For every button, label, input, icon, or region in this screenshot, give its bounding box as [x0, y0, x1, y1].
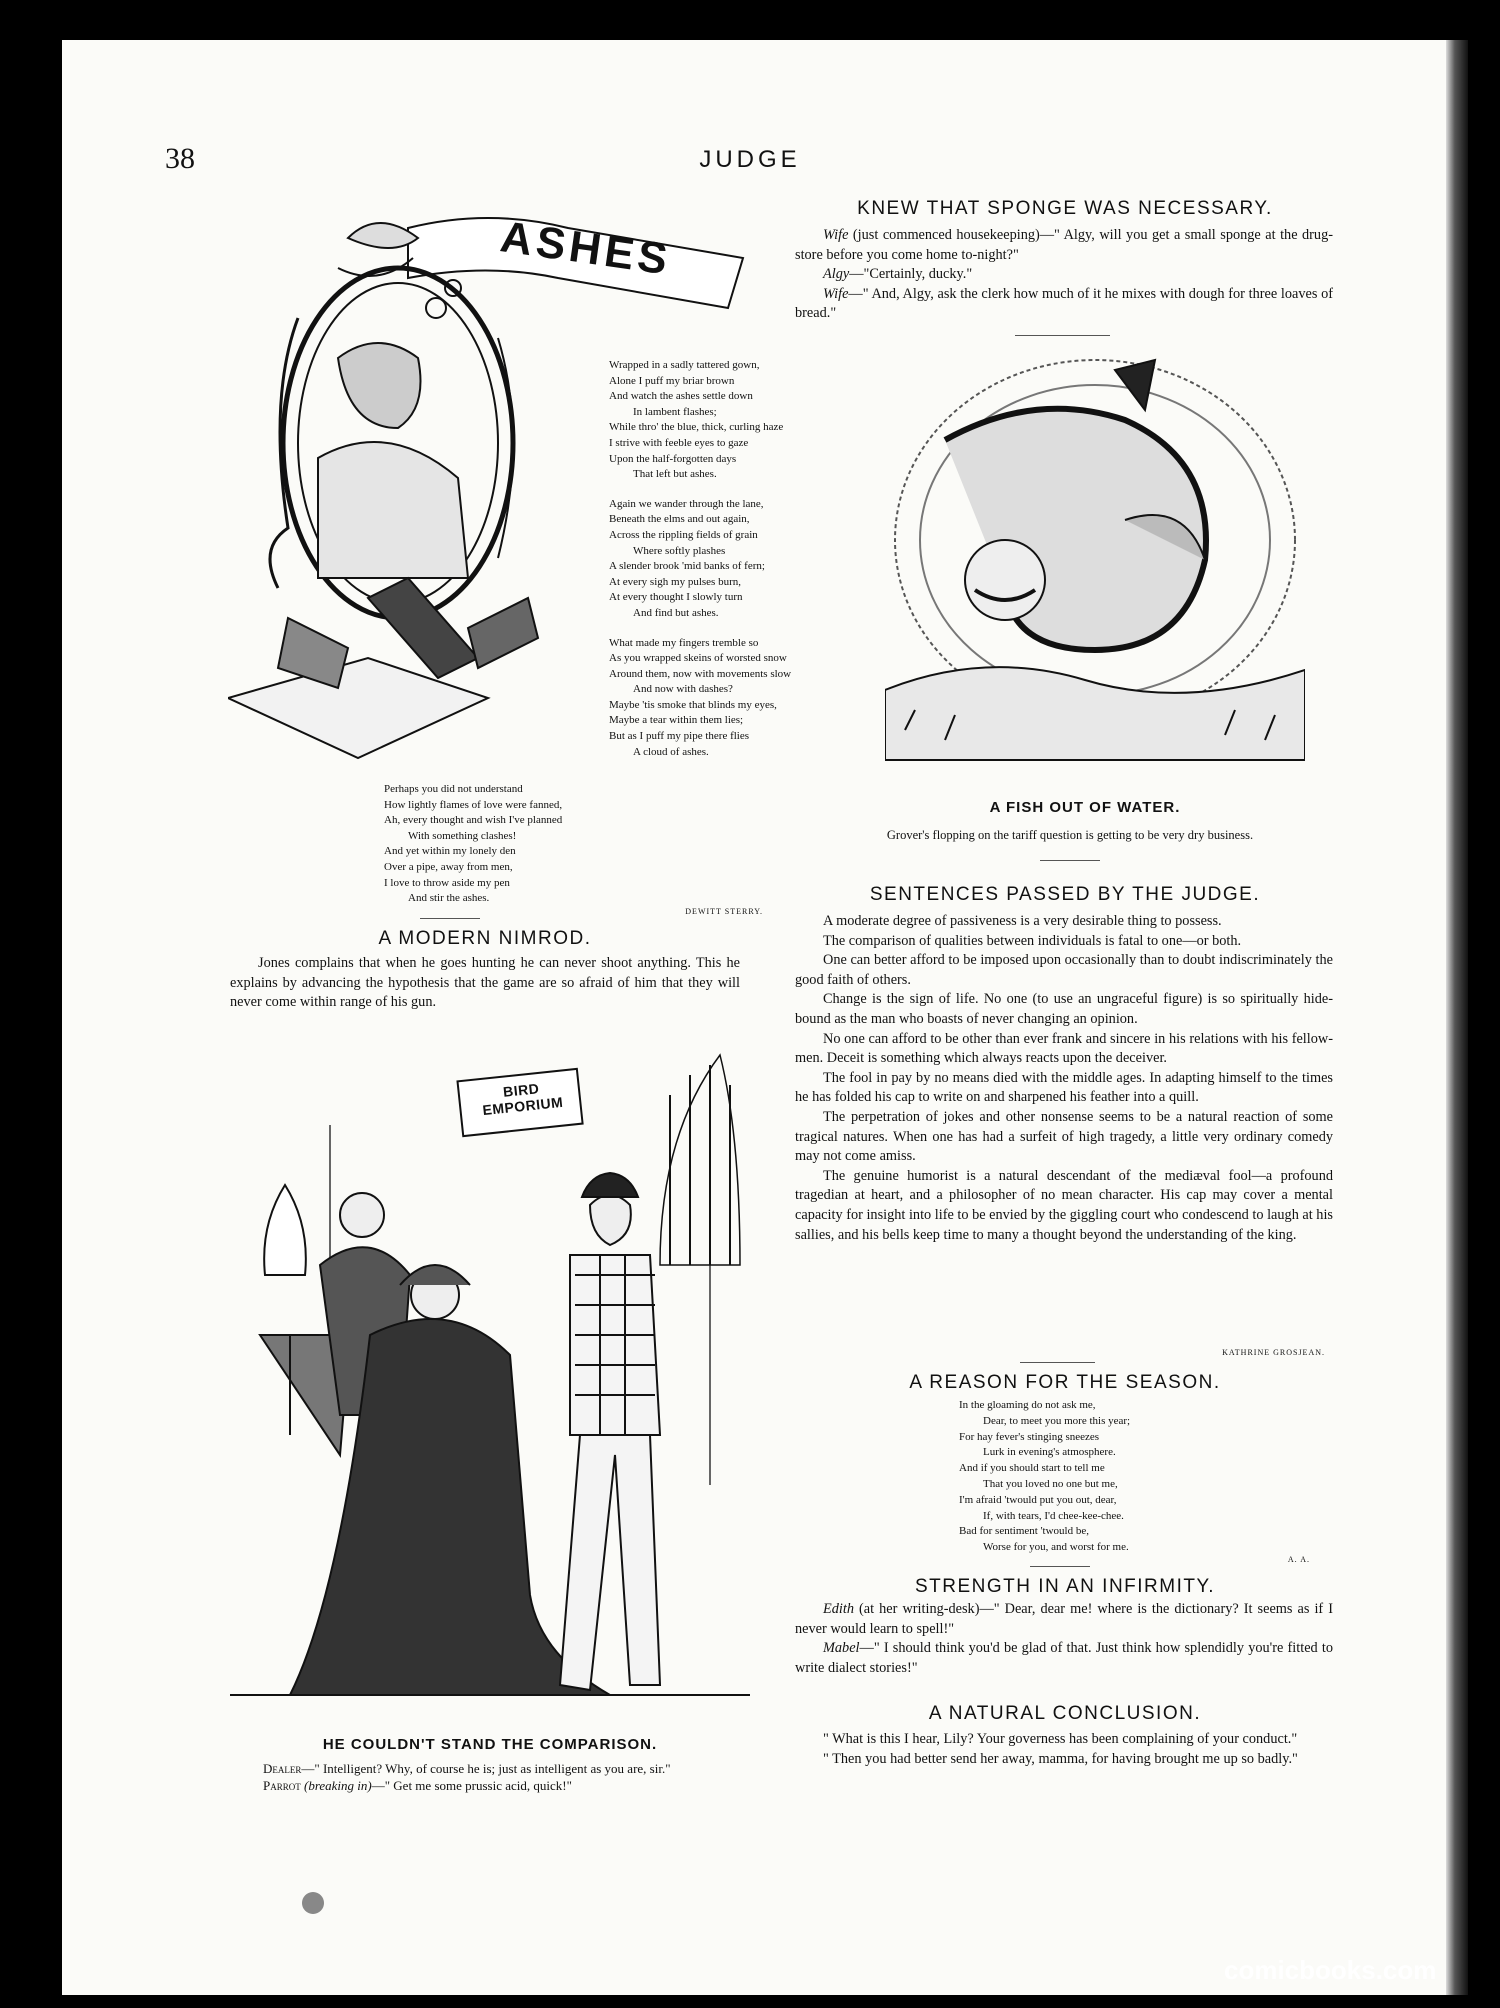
- bird-emporium-sign: BIRD EMPORIUM: [481, 1080, 564, 1119]
- poem-line: That left but ashes.: [633, 468, 717, 481]
- sentences-title: SENTENCES PASSED BY THE JUDGE.: [869, 884, 1261, 905]
- comparison-illustration: [230, 1035, 750, 1735]
- sentences-signature: KATHRINE GROSJEAN.: [1222, 1348, 1325, 1357]
- poem-line: And now with dashes?: [633, 683, 733, 696]
- poem-line: I strive with feeble eyes to gaze: [609, 436, 749, 449]
- infirmity-text: Edith (at her writing-desk)—" Dear, dear me! where is the dictionary? It seems as if I never would learn to spell!" Mabel—" I should think you'd be glad of that. Just think how splendidly you're fitted to write dialect stories!": [795, 1601, 1333, 1676]
- sponge-text: Wife (just commenced housekeeping)—" Algy, will you get a small sponge at the drug-store before you come home to-night?" Algy—"Certainly, ducky." Wife—" And, Algy, ask the clerk how much of it he mixes with dough for three loaves of bread.": [795, 227, 1333, 322]
- poem-line: While thro' the blue, thick, curling haze: [609, 421, 784, 434]
- divider: [1020, 1362, 1095, 1363]
- watermark-text: comicbooks.com: [1224, 1955, 1437, 1985]
- comparison-title: HE COULDN'T STAND THE COMPARISON.: [322, 1736, 658, 1753]
- poem-line: For hay fever's stinging sneezes: [959, 1430, 1100, 1443]
- poem-line: Dear, to meet you more this year;: [983, 1414, 1131, 1427]
- divider: [1030, 1566, 1090, 1567]
- poem-line: And find but ashes.: [633, 606, 719, 619]
- poem-line: Bad for sentiment 'twould be,: [959, 1525, 1089, 1538]
- poem-line: I'm afraid 'twould put you out, dear,: [959, 1493, 1117, 1506]
- sponge-title: KNEW THAT SPONGE WAS NECESSARY.: [857, 198, 1273, 219]
- fish-title: A FISH OUT OF WATER.: [989, 799, 1181, 816]
- fish-caption: Grover's flopping on the tariff question is getting to be very dry business.: [886, 828, 1254, 842]
- speaker: Wife: [823, 285, 849, 302]
- poem-line: Around them, now with movements slow: [609, 667, 792, 680]
- poem-line: In lambent flashes;: [633, 405, 717, 418]
- poem-line: That you loved no one but me,: [983, 1477, 1118, 1490]
- poem-line: Where softly plashes: [633, 544, 726, 557]
- poem-line: A cloud of ashes.: [633, 745, 709, 758]
- poem-line: Maybe a tear within them lies;: [609, 714, 744, 727]
- poem-line: And yet within my lonely den: [384, 845, 516, 858]
- poem-line: If, with tears, I'd chee-kee-chee.: [983, 1509, 1124, 1522]
- poem-line: Upon the half-forgotten days: [609, 452, 737, 465]
- poem-line: Worse for you, and worst for me.: [983, 1541, 1129, 1554]
- reason-poem: [959, 1398, 1239, 1556]
- conclusion-text: " What is this I hear, Lily? Your governess has been complaining of your conduct." " Then you had better send her away, mamma, for having brought me up so badly.": [823, 1731, 1298, 1767]
- conclusion-title: A NATURAL CONCLUSION.: [928, 1703, 1202, 1724]
- speaker: Dealer: [263, 1761, 302, 1776]
- poem-line: Beneath the elms and out again,: [609, 513, 750, 526]
- poem-line: I love to throw aside my pen: [384, 876, 510, 889]
- poem-line: And stir the ashes.: [408, 892, 490, 905]
- ashes-signature: DEWITT STERRY.: [685, 907, 763, 916]
- sentences-text: A moderate degree of passiveness is a very desirable thing to possess. The comparison of qualities between individuals is fatal to one—or both. One can better afford to be imposed upon occasionally than to doubt indiscriminately the good faith of others. Change is the sign of life. No one (to use an ungraceful figure) is so spiritually hide-bound as the man who boasts of never changing an opinion. No one can afford to be other than ever frank and sincere in his relations with his fellow-men. Deceit is something which always reacts upon the deceiver. The fool in pay by no means died with the middle ages. In adapting himself to the times he has folded his cap to write on and sharpened his feather into a quill. The perpetration of jokes and other nonsense seems to be a natural reaction of some tragical natures. When one has had a surfeit of high tragedy, a little very ordinary comedy may not come amiss. The genuine humorist is a natural descendant of the mediæval fool—a profound tragedian at heart, and a philosopher of no mean character. His cap may cover a mental capacity for insight into life to be envied by the giggling court who condescend to laugh at his sallies, and his bells keep time to many a thought beyond the understanding of the king.: [795, 913, 1333, 1243]
- speaker: Mabel: [823, 1640, 860, 1657]
- poem-line: With something clashes!: [408, 829, 517, 842]
- poem-line: Perhaps you did not understand: [384, 783, 523, 795]
- poem-line: Wrapped in a sadly tattered gown,: [609, 359, 760, 371]
- poem-line: But as I puff my pipe there flies: [609, 730, 750, 743]
- comparison-text: Dealer—" Intelligent? Why, of course he is; just as intelligent as you are, sir." Parrot (breaking in)—" Get me some prussic acid, quick!": [263, 1761, 671, 1793]
- poem-line: Lurk in evening's atmosphere.: [983, 1446, 1116, 1459]
- poem-line: Across the rippling fields of grain: [609, 528, 758, 541]
- speaker: Algy: [823, 266, 850, 283]
- reason-signature: A. A.: [1287, 1555, 1310, 1564]
- poem-line: How lightly flames of love were fanned,: [384, 798, 563, 811]
- fish-illustration: [885, 350, 1305, 780]
- book-spine: [1446, 40, 1468, 1995]
- speaker: Parrot: [263, 1778, 301, 1793]
- poem-line: Again we wander through the lane,: [609, 497, 764, 510]
- poem-line: Maybe 'tis smoke that blinds my eyes,: [609, 698, 777, 711]
- infirmity-title: STRENGTH IN AN INFIRMITY.: [914, 1576, 1215, 1597]
- poem-line: What made my fingers tremble so: [609, 636, 759, 649]
- masthead: JUDGE: [699, 146, 801, 173]
- ashes-poem-upper: [609, 358, 859, 760]
- page-number: 38: [165, 142, 195, 175]
- ink-blot: [302, 1892, 324, 1914]
- poem-line: And watch the ashes settle down: [609, 390, 753, 403]
- poem-line: Alone I puff my briar brown: [609, 374, 735, 387]
- poem-line: In the gloaming do not ask me,: [959, 1399, 1096, 1411]
- divider: [1015, 335, 1110, 336]
- ashes-poem-lower: [384, 782, 684, 907]
- poem-line: At every thought I slowly turn: [609, 591, 743, 604]
- poem-line: Over a pipe, away from men,: [384, 860, 513, 873]
- nimrod-title: A MODERN NIMROD.: [378, 928, 592, 949]
- nimrod-text: Jones complains that when he goes hunting he can never shoot anything. This he explains by advancing the hypothesis that the game are so afraid of him that they will never come within range of his gun.: [230, 955, 740, 1011]
- poem-line: At every sigh my pulses burn,: [609, 575, 741, 588]
- poem-line: Ah, every thought and wish I've planned: [384, 814, 563, 827]
- speaker: Edith: [823, 1601, 854, 1617]
- ashes-banner: ASHES: [497, 212, 675, 285]
- poem-line: And if you should start to tell me: [959, 1462, 1105, 1475]
- speaker: Wife: [823, 227, 849, 243]
- reason-title: A REASON FOR THE SEASON.: [909, 1372, 1221, 1393]
- poem-line: As you wrapped skeins of worsted snow: [609, 652, 787, 665]
- divider: [420, 918, 480, 919]
- poem-line: A slender brook 'mid banks of fern;: [609, 560, 765, 573]
- divider: [1040, 860, 1100, 861]
